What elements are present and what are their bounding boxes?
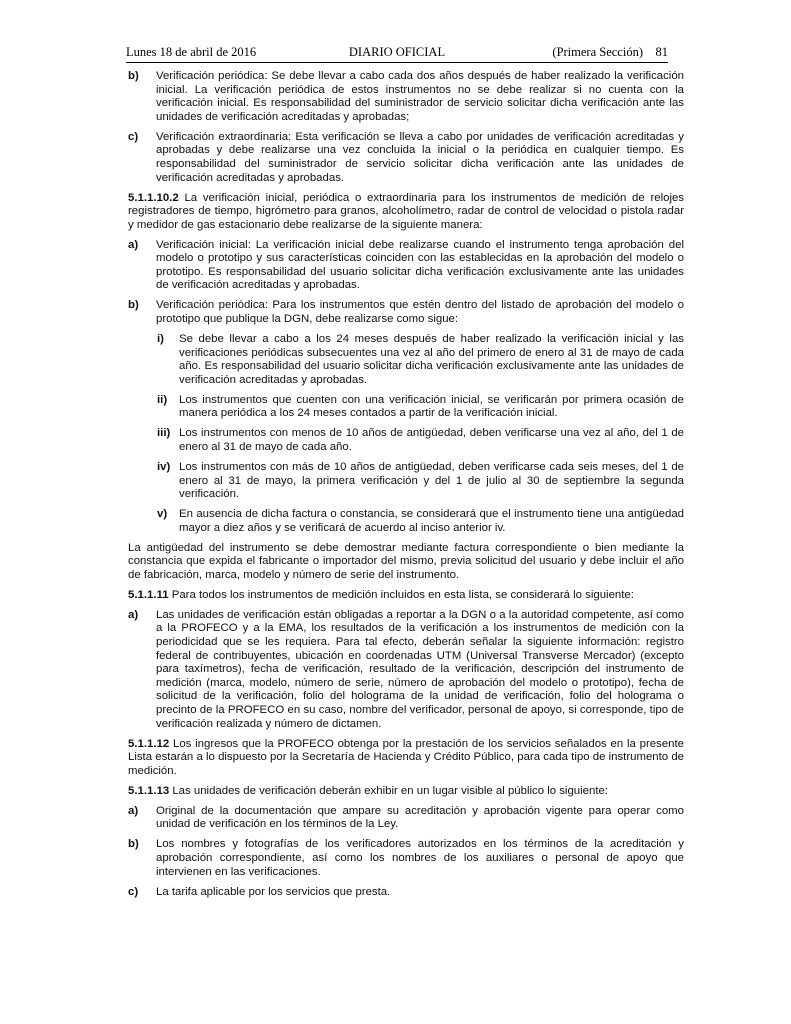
item-label: b) — [128, 838, 139, 851]
section-text: La verificación inicial, periódica o extraordinaria para los instrumentos de medición de relojes registradores de tiempo, higrómetro para granos, alcoholímetro, radar de control de velocidad o pistola radar y medidor de gas estacionario debe realizarse de la siguiente manera: — [128, 191, 684, 231]
list-item — [128, 838, 684, 879]
section-number: 5.1.1.12 — [128, 737, 170, 750]
header-section: (Primera Sección) — [552, 45, 643, 59]
list-item — [157, 394, 684, 421]
header-date: Lunes 18 de abril de 2016 — [126, 45, 257, 59]
item-label: i) — [157, 333, 164, 346]
list-item — [128, 239, 684, 293]
item-label: ii) — [157, 393, 168, 406]
section-number: 5.1.1.11 — [128, 588, 169, 601]
list-item — [128, 805, 684, 832]
item-text: Los nombres y fotografías de los verificadores autorizados en los términos de la acreditación y aprobación correspondiente, así como los nombres de los auxiliares o personal de apoyo que intervienen en las verificaciones. — [156, 838, 684, 878]
list-item — [128, 131, 684, 185]
roman-sublist — [157, 333, 684, 535]
section-number: 5.1.1.13 — [128, 784, 170, 797]
item-text: Verificación periódica: Se debe llevar a cabo cada dos años después de haber realizado la verificación inicial. La verificación periódica de estos instrumentos no se debe realizar si no cuenta con la verificación inicial. Es responsabilidad del suministrador de servicio solicitar dicha verificación ante las unidades de verificación acreditadas y aprobadas; — [156, 70, 684, 123]
list-item — [128, 70, 684, 124]
section-paragraph — [128, 192, 684, 233]
item-label: a) — [128, 804, 139, 817]
item-label: c) — [128, 130, 139, 143]
page-header — [126, 45, 668, 61]
body-paragraph: La antigüedad del instrumento se debe demostrar mediante factura correspondiente o bien mediante la constancia que expida el fabricante o importador del mismo, previa solicitud del usuario y debe incluir el año de fabricación, marca, modelo y número de serie del instrumento. — [128, 541, 684, 581]
list-item — [157, 333, 684, 387]
list-item — [128, 886, 684, 900]
item-label: v) — [157, 508, 168, 521]
item-label: a) — [128, 238, 139, 251]
item-text: Verificación extraordinaria: Esta verificación se lleva a cabo por unidades de verificación acreditadas y aprobadas y debe realizarse una vez concluida la inicial o la periódica en cualquier tiempo. Es responsabilidad del suministrador de servicio solicitar dicha verificación ante las unidades de verificación acreditadas y aprobadas. — [156, 130, 684, 184]
section-paragraph — [128, 738, 684, 779]
item-text: Verificación inicial: La verificación inicial debe realizarse cuando el instrumento tenga aprobación del modelo o prototipo y sus características coinciden con las establecidas en la aprobación del modelo o prototipo. Es responsabilidad del usuario solicitar dicha verificación exclusivamente ante las unidades de verificación acreditadas y aprobadas. — [156, 238, 684, 292]
list-item — [157, 427, 684, 454]
list-item — [128, 299, 684, 326]
item-text: Los instrumentos con menos de 10 años de antigüedad, deben verificarse una vez al año, del 1 de enero al 31 de mayo de cada año. — [179, 427, 684, 453]
item-label: c) — [128, 885, 139, 898]
header-publication: DIARIO OFICIAL — [348, 45, 446, 59]
item-text: Los instrumentos que cuenten con una verificación inicial, se verificarán por primera ocasión de manera periódica a los 24 meses contados a partir de la verificación inicial. — [179, 393, 684, 420]
item-text: Los instrumentos con más de 10 años de antigüedad, deben verificarse cada seis meses, del 1 de enero al 31 de mayo, la primera verificación y del 1 de julio al 30 de septiembre la segunda verificación. — [179, 460, 684, 501]
section-number: 5.1.1.10.2 — [128, 191, 179, 204]
item-text: Original de la documentación que ampare su acreditación y aprobación vigente para operar como unidad de verificación en los términos de la Ley. — [156, 804, 684, 831]
item-text: Verificación periódica: Para los instrumentos que estén dentro del listado de aprobación del modelo o prototipo que publique la DGN, debe realizarse como sigue: — [156, 299, 684, 326]
section-text: Para todos los instrumentos de medición incluidos en esta lista, se considerará lo siguiente: — [171, 588, 634, 601]
item-text: En ausencia de dicha factura o constancia, se considerará que el instrumento tiene una antigüedad mayor a diez años y se verificará de acuerdo al inciso anterior iv. — [179, 508, 684, 534]
section-paragraph — [128, 589, 684, 603]
item-text: La tarifa aplicable por los servicios que presta. — [156, 885, 391, 898]
item-text: Se debe llevar a cabo a los 24 meses después de haber realizado la verificación inicial y las verificaciones periódicas subsecuentes una vez al año del primero de enero al 31 de mayo de cada año. Es responsabilidad del usuario solicitar dicha verificación exclusivamente ante las unidades de verificación acreditadas y aprobadas. — [179, 333, 684, 386]
header-page-number: 81 — [655, 45, 668, 59]
item-label: iii) — [157, 427, 171, 440]
header-rule — [126, 62, 668, 63]
item-label: iv) — [157, 460, 171, 473]
item-label: b) — [128, 299, 139, 312]
list-item — [157, 508, 684, 535]
item-label: b) — [128, 70, 139, 82]
list-item — [128, 609, 684, 731]
item-text: Las unidades de verificación están obligadas a reportar a la DGN o a la autoridad competente, así como a la PROFECO y a la EMA, los resultados de la verificación a los instrumentos de medición con la periodicidad que se les requiera. Para tal efecto, deberán señalar la siguiente información: registro federal de contribuyentes, ubicación en coordenadas UTM (Universal Transverse Mercador) (excepto para taxímetros), fecha de verificación, resultado de la verificación, descripción del instrumento de medición (marca, modelo, número de serie, número de aprobación del modelo o prototipo), fecha de solicitud de la verificación, folio del holograma de la unidad de verificación, folio del holograma o precinto de la PROFECO en su caso, nombre del verificador, personal de apoyo, si corresponde, tipo de verificación realizada y número de dictamen. — [156, 608, 684, 730]
section-text: Los ingresos que la PROFECO obtenga por la prestación de los servicios señalados en la presente Lista estarán a lo dispuesto por la Secretaría de Hacienda y Crédito Público, para cada tipo de instrumento de medición. — [128, 737, 684, 777]
section-paragraph — [128, 785, 684, 799]
item-label: a) — [128, 608, 139, 621]
document-body — [128, 70, 684, 906]
list-item — [157, 461, 684, 502]
section-text: Las unidades de verificación deberán exhibir en un lugar visible al público lo siguiente: — [172, 784, 608, 797]
header-section-page — [552, 45, 668, 60]
